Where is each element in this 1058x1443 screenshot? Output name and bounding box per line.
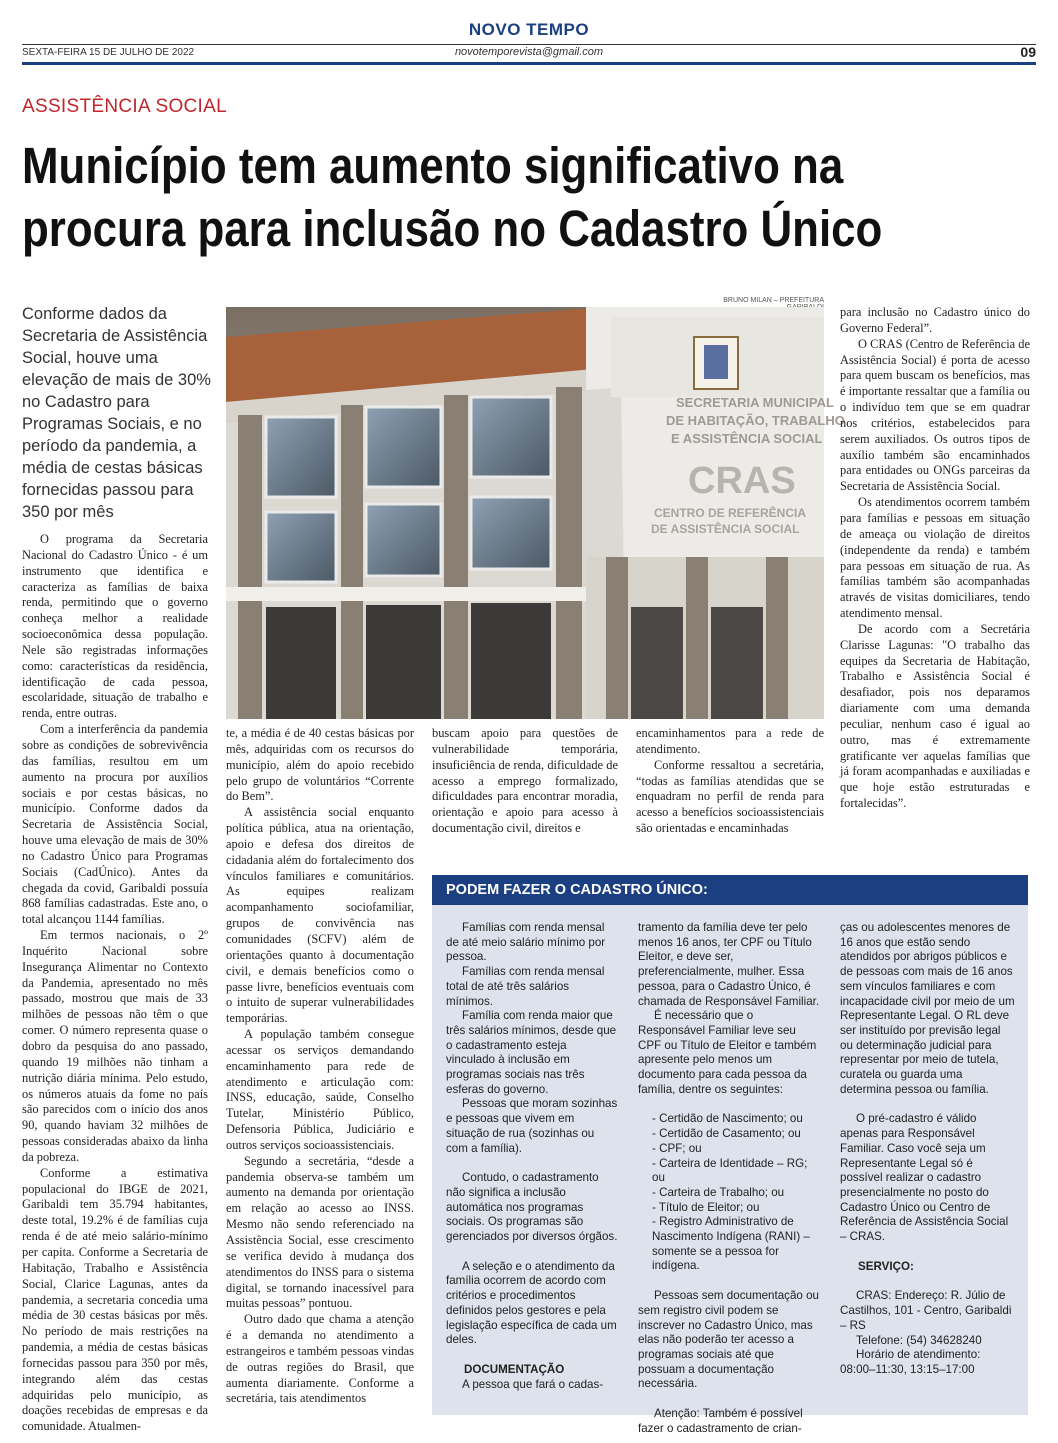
- document-item: - Carteira de Identidade – RG; ou: [652, 1156, 808, 1185]
- document-item: - Certidão de Nascimento; ou: [652, 1112, 803, 1126]
- criteria-item: Família com renda maior que três salários mínimos, desde que o cadastramento esteja vinculado à inclusão em programas sociais nas três esferas do governo.: [446, 1009, 617, 1096]
- info-paragraph: ças ou adolescentes menores de 16 anos que estão sendo atendidos por abrigos públicos e de pessoas com mais de 16 anos sem vínculos familiares e com incapacidade civil por meio de um Representante Legal. O RL deve ser instituído por previsão legal ou determinação judicial para representar por meio de tutela, curatela ou guarda uma determina pessoa ou família.: [840, 921, 1015, 1096]
- document-item: - Registro Administrativo de Nascimento Indígena (RANI) – somente se a pessoa for indígena.: [652, 1215, 810, 1273]
- body-column-1: [22, 532, 208, 1435]
- info-paragraph: tramento da família deve ter pelo menos 16 anos, ter CPF ou Título Eleitor, e deve ser, preferencialmente, mulher. Essa pessoa, para o Cadastro Único, é chamada de Responsável Familiar.: [638, 921, 820, 1008]
- info-paragraph: Atenção: Também é possível fazer o cadastramento de crian-: [638, 1407, 803, 1435]
- info-box-column-1: [446, 921, 618, 1392]
- info-paragraph: O pré-cadastro é válido apenas para Responsável Familiar. Caso você seja um Representante Legal só é possível realizar o cadastro presencialmente no posto do Cadastro Único ou Centro de Referência de Assistência Social – CRAS.: [840, 1112, 1009, 1244]
- headline: [22, 134, 895, 260]
- service-address: CRAS: Endereço: R. Júlio de Castilhos, 101 - Centro, Garibaldi – RS: [840, 1289, 1012, 1332]
- paragraph: Segundo a secretária, “desde a pandemia observa-se também um aumento na demanda por orientação em relação ao acesso ao INSS. Mesmo não sendo referenciado na Assistência Social, esse crescimento se verifica devido à mudança dos atendimentos do INSS para o sistema digital, se tornando inacessível para muitas pessoas” pontuou.: [226, 1153, 414, 1311]
- sign-line-2: DE HABITAÇÃO, TRABALHO: [666, 413, 845, 428]
- paragraph: Em termos nacionais, o 2º Inquérito Nacional sobre Insegurança Alimentar no Contexto da Pandemia, apresentado no mês passado, mostrou que mais de 33 milhões de pessoas não têm o que comer. O número representa quase o dobro da pesquisa do ano passado, quando 19 milhões não tinham a nutrição diária mínima. Pelo estudo, os números atuais da fome no país são parecidos com o início dos anos 90, quando haviam 32 milhões de pessoas consideradas abaixo da linha da pobreza.: [22, 928, 208, 1164]
- body-column-3: [432, 726, 618, 837]
- sign-line-6: DE ASSISTÊNCIA SOCIAL: [651, 522, 800, 536]
- paragraph: Conforme ressaltou a secretária, “todas as famílias atendidas que se enquadram no perfil de renda para acesso a benefícios socioassistenciais são orientadas e encaminhadas: [636, 757, 824, 836]
- info-paragraph: É necessário que o Responsável Familiar leve seu CPF ou Título de Eleitor e também apresente pelo menos um documento para cada pessoa da família, dentre os seguintes:: [638, 1009, 817, 1096]
- info-box-title: PODEM FAZER O CADASTRO ÚNICO:: [432, 875, 1028, 905]
- building-photo: [226, 307, 845, 719]
- paragraph: para inclusão no Cadastro único do Governo Federal”.: [840, 305, 1030, 335]
- paragraph: O CRAS (Centro de Referência de Assistência Social) é porta de acesso para quem buscam os benefícios, mas é importante ressaltar que a família ou o indivíduo tem que se em quadrar nos critérios, estabelecidos para serem auxiliados. Os outros tipos de auxílio também são encaminhados para entidades ou ONGs parceiras da Secretaria de Assistência Social.: [840, 336, 1030, 494]
- section-label: ASSISTÊNCIA SOCIAL: [22, 96, 227, 117]
- info-box-column-2: [638, 921, 822, 1437]
- paragraph: buscam apoio para questões de vulnerabilidade temporária, insuficiência de renda, dificuldade de acesso a emprego formalizado, dificuldades para encontrar moradia, orientação e apoio para acesso à documentação civil, direitos e: [432, 726, 618, 836]
- paragraph: Com a interferência da pandemia sobre as condições de sobrevivência das famílias, resultou em um aumento na procura por auxílios sociais e por cestas básicas, no município. Conforme dados da Secretaria de Assistência Social, houve uma elevação de mais de 30% no Cadastro Único para Programas Sociais (CadÚnico). Antes da chegada da covid, Garibaldi possuía 868 famílias cadastradas. Este ano, o total alcançou 1144 famílias.: [22, 722, 208, 927]
- contact-email[interactable]: novotemporevista@gmail.com: [454, 46, 604, 58]
- info-paragraph: Pessoas sem documentação ou sem registro civil podem se inscrever no Cadastro Único, mas elas não poderão ter acesso a programas sociais até que possuam a documentação necessária.: [638, 1289, 819, 1391]
- document-item: - Certidão de Casamento; ou: [652, 1127, 801, 1141]
- headline-line-1: Município tem aumento significativo na: [22, 137, 844, 194]
- issue-date: SEXTA-FEIRA 15 DE JULHO DE 2022: [22, 47, 195, 58]
- masthead-bar: [22, 62, 1036, 65]
- criteria-item: Famílias com renda mensal de até meio salário mínimo por pessoa.: [446, 921, 606, 964]
- lead-paragraph: Conforme dados da Secretaria de Assistência Social, houve uma elevação de mais de 30% no Cadastro para Programas Sociais, e no período da pandemia, a média de cestas básicas fornecidas passou para 350 por mês: [22, 305, 211, 521]
- paragraph: encaminhamentos para a rede de atendimento.: [636, 726, 824, 756]
- paragraph: Conforme a estimativa populacional do IBGE de 2021, Garibaldi tem 35.794 habitantes, deste total, 19.2% é de famílias cuja renda é de até meio salário-mínimo per capita. Conforme a Secretaria de Habitação, Trabalho e Assistência Social, Clarice Lagunas, antes da pandemia, a secretaria concedia uma média de 30 cestas básicas por mês. No período de mais restrições na pandemia, a média de cestas básicas fornecidas passou para 350 por mês, integrando além das cestas adquiridas pelo município, as doações recebidas de empresas e da comunidade. Atualmen-: [22, 1165, 208, 1434]
- paragraph: te, a média é de 40 cestas básicas por mês, adquiridas com os recursos do município, além do apoio recebido pelo grupo de voluntários “Corrente do Bem”.: [226, 726, 414, 804]
- paragraph: De acordo com a Secretária Clarisse Lagunas: "O trabalho das equipes da Secretaria de Habitação, Trabalho e Assistência Social é desafiador, pois nos deparamos diariamente com uma demanda peculiar, nenhum caso é igual ao outro, mas é extremamente gratificante ver aquelas famílias que já foram acompanhadas e auxiliadas e que hoje estão estruturadas e fortalecidas”.: [840, 621, 1030, 811]
- sign-line-5: CENTRO DE REFERÊNCIA: [654, 506, 807, 520]
- body-column-4: [636, 726, 824, 837]
- sign-line-3: E ASSISTÊNCIA SOCIAL: [671, 431, 823, 446]
- photo-credit: BRUNO MILAN – PREFEITURA: [723, 297, 824, 304]
- page-number: 09: [1020, 44, 1036, 60]
- info-paragraph: Contudo, o cadastramento não significa a inclusão automática nos programas sociais. Os programas são gerenciados por diversos órgãos.: [446, 1171, 618, 1244]
- sign-cras: CRAS: [688, 460, 796, 502]
- sign-line-1: SECRETARIA MUNICIPAL: [676, 395, 834, 410]
- info-paragraph: A seleção e o atendimento da família ocorrem de acordo com critérios e procedimentos definidos pelos gestores e pela legislação específica de cada um deles.: [446, 1259, 617, 1347]
- paragraph: Os atendimentos ocorrem também para famílias e pessoas em situação de ameaça ou violação de direitos (independente da renda) e também para pessoas em situação de rua. As famílias também são acompanhadas através de visitas domiciliares, tendo atendimento mensal.: [840, 495, 1030, 621]
- paragraph: O programa da Secretaria Nacional do Cadastro Único - é um instrumento que identifica e caracteriza as famílias de baixa renda, permitindo que o governo conheça melhor a realidade socioeconômica dessa população. Nele são registradas informações como: características da residência, identificação de cada pessoa, escolaridade, situação de trabalho e renda, entre outras.: [22, 532, 208, 721]
- body-column-2: [226, 726, 414, 1407]
- criteria-item: Famílias com renda mensal total de até três salários mínimos.: [446, 965, 605, 1008]
- criteria-item: Pessoas que moram sozinhas e pessoas que vivem em situação de rua (sozinhas ou com a família).: [446, 1097, 618, 1155]
- cras-building-illustration: [226, 307, 845, 719]
- document-item: - Carteira de Trabalho; ou: [652, 1185, 785, 1199]
- masthead-rule: [22, 44, 1036, 45]
- publication-title: NOVO TEMPO: [468, 20, 590, 39]
- paragraph: A assistência social enquanto política pública, atua na orientação, apoio e defesa dos direitos de cidadania além do fortalecimento dos vínculos familiares e comunitários. As equipes realizam acompanhamento sociofamiliar, grupos de convivência nas comunidades (SCFV) além de orientações quanto à documentação civil, e demais benefícios como o passe livre, benefícios eventuais com o intuito de superar vulnerabilidades temporárias.: [226, 805, 414, 1026]
- service-hours: Horário de atendimento: 08:00–11:30, 13:15–17:00: [840, 1348, 981, 1376]
- info-paragraph: A pessoa que fará o cadas-: [462, 1377, 604, 1391]
- documentation-heading: DOCUMENTAÇÃO: [464, 1362, 565, 1376]
- masthead: [0, 0, 1058, 62]
- headline-line-2: procura para inclusão no Cadastro Único: [22, 200, 883, 257]
- body-column-5: [840, 305, 1030, 812]
- paragraph: Outro dado que chama a atenção é a demanda no atendimento a estrangeiros e também pessoas vindas de outras regiões do Brasil, que aumenta diariamente. Conforme a secretária, tais atendimentos: [226, 1312, 414, 1406]
- info-box-column-3: [840, 921, 1016, 1378]
- service-heading: SERVIÇO:: [858, 1259, 914, 1273]
- document-item: - CPF; ou: [652, 1141, 702, 1155]
- document-item: - Título de Eleitor; ou: [652, 1200, 760, 1214]
- info-box: [432, 875, 1028, 1435]
- paragraph: A população também consegue acessar os serviços demandando encaminhamento para rede de atendimento e articulação com: INSS, educação, saúde, Conselho Tutelar, Ministério Público, Defensoria Pública, Judiciário e outros serviços socioassistenciais.: [226, 1027, 414, 1152]
- service-phone: Telefone: (54) 34628240: [856, 1333, 982, 1347]
